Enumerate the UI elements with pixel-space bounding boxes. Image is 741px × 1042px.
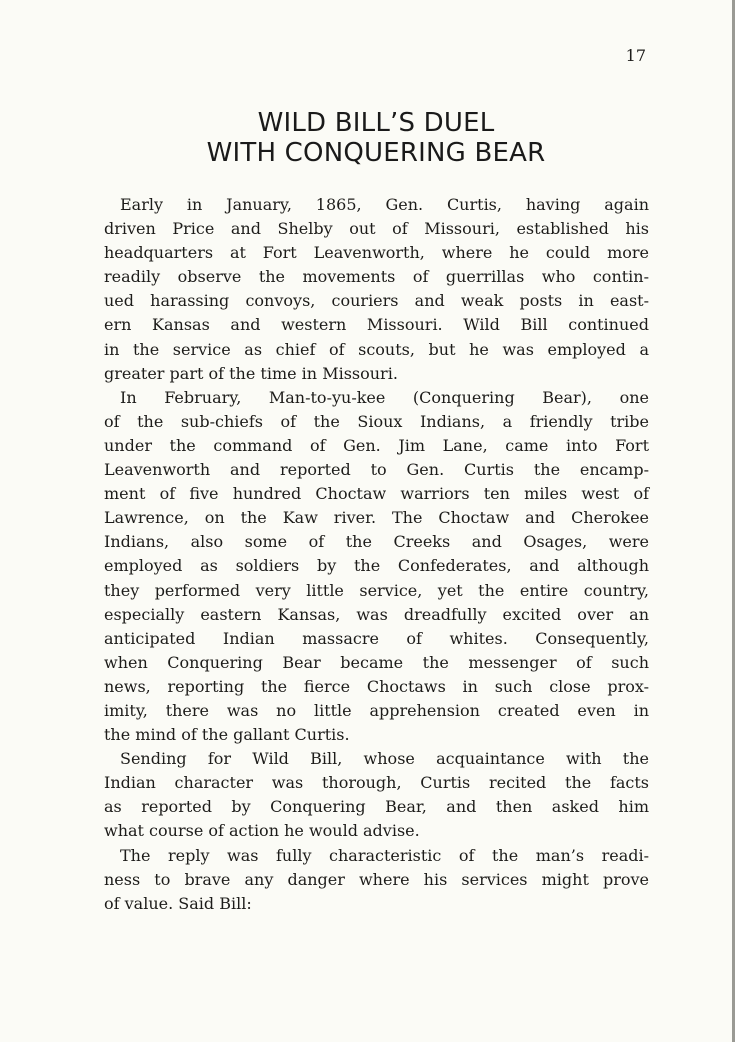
paragraph-2: [104, 386, 649, 747]
text-line: employed as soldiers by the Confederates, and although: [104, 556, 649, 576]
paragraph-3: [104, 747, 649, 843]
page-number: 17: [625, 46, 646, 65]
text-line: news, reporting the fierce Choctaws in such close prox-: [104, 676, 649, 696]
text-line: Indian character was thorough, Curtis recited the facts: [104, 773, 649, 793]
text-line: greater part of the time in Missouri.: [104, 363, 398, 383]
text-line: headquarters at Fort Leavenworth, where he could more: [104, 243, 649, 263]
text-line: In February, Man-to-yu-kee (Conquering Bear), one: [120, 387, 649, 407]
text-line: readily observe the movements of guerrillas who contin-: [104, 267, 649, 287]
chapter-title: [100, 108, 652, 168]
chapter-title-line-2: WITH CONQUERING BEAR: [206, 138, 546, 168]
text-line: when Conquering Bear became the messenger of such: [104, 652, 649, 672]
text-line: Sending for Wild Bill, whose acquaintance with the: [120, 749, 649, 769]
text-line: the mind of the gallant Curtis.: [104, 725, 350, 745]
text-line: driven Price and Shelby out of Missouri, established his: [104, 219, 649, 239]
text-line: under the command of Gen. Jim Lane, came into Fort: [104, 435, 649, 455]
paragraph-1: [104, 193, 649, 386]
text-line: Indians, also some of the Creeks and Osages, were: [104, 532, 649, 552]
text-line: especially eastern Kansas, was dreadfully excited over an: [104, 604, 649, 624]
text-line: ness to brave any danger where his services might prove: [104, 869, 649, 889]
text-line: anticipated Indian massacre of whites. Consequently,: [104, 628, 649, 648]
text-line: they performed very little service, yet the entire country,: [104, 580, 649, 600]
text-line: Early in January, 1865, Gen. Curtis, having again: [120, 195, 649, 214]
text-line: of value. Said Bill:: [104, 893, 252, 913]
text-line: Lawrence, on the Kaw river. The Choctaw and Cherokee: [104, 508, 649, 528]
text-line: imity, there was no little apprehension created even in: [104, 700, 649, 720]
text-line: ued harassing convoys, couriers and weak posts in east-: [104, 291, 649, 311]
text-line: as reported by Conquering Bear, and then asked him: [104, 797, 649, 817]
text-line: what course of action he would advise.: [104, 821, 420, 841]
text-line: Leavenworth and reported to Gen. Curtis the encamp-: [104, 460, 649, 480]
text-line: The reply was fully characteristic of the man’s readi-: [120, 845, 649, 865]
body-text: [104, 193, 649, 916]
text-line: ment of five hundred Choctaw warriors ten miles west of: [104, 484, 649, 504]
chapter-title-line-1: WILD BILL’S DUEL: [257, 108, 495, 138]
text-line: in the service as chief of scouts, but he was employed a: [104, 339, 649, 359]
text-line: ern Kansas and western Missouri. Wild Bill continued: [104, 315, 649, 335]
paragraph-4: [104, 844, 649, 916]
text-line: of the sub-chiefs of the Sioux Indians, a friendly tribe: [104, 411, 649, 431]
